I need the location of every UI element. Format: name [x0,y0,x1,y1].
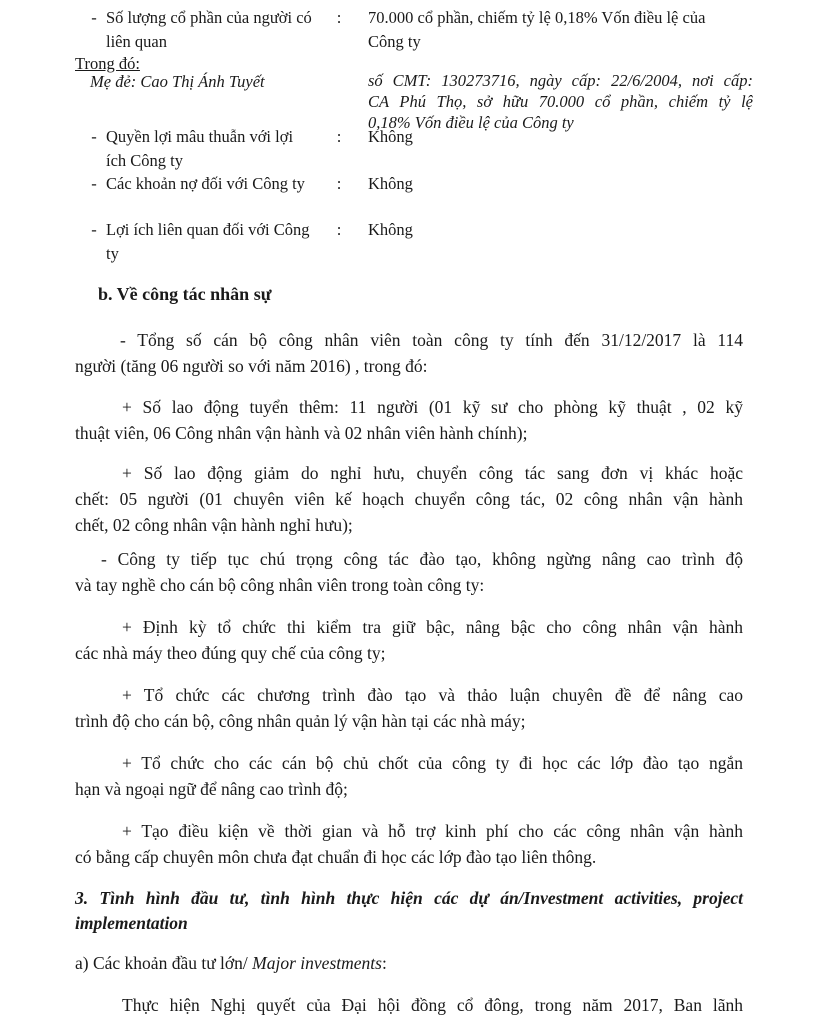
subsection-a-suffix: : [381,953,387,973]
paragraph-line: + Số lao động giảm do nghỉ hưu, chuyển công tác sang đơn vị khác hoặc [122,463,743,483]
row-dash: - [91,220,97,239]
paragraph-line: chết: 05 người (01 chuyên viên kế hoạch chuyển công tác, 02 công nhân vận hành [75,489,743,509]
row-label-line: Lợi ích liên quan đối với Công [106,220,310,239]
relative-detail-line: 0,18% Vốn điều lệ của Công ty [368,113,574,132]
paragraph-line: - Công ty tiếp tục chú trọng công tác đào tạo, không ngừng nâng cao trình độ [101,549,743,569]
row-value: Không [368,127,413,146]
subsection-a [75,950,743,976]
row-dash: - [91,127,97,146]
row-label-line: Các khoản nợ đối với Công ty [106,174,305,193]
row-dash: - [91,174,97,193]
row-label-line: ích Công ty [106,151,183,170]
paragraph-line: - Tổng số cán bộ công nhân viên toàn công ty tính đến 31/12/2017 là 114 [120,330,743,350]
paragraph [75,682,743,734]
row-dash: - [91,8,97,27]
row-value: Không [368,174,413,193]
row-label-line: liên quan [106,32,167,51]
row-label-line: ty [106,244,119,263]
paragraph-line: + Tổ chức cho các cán bộ chủ chốt của công ty đi học các lớp đào tạo ngắn [122,753,743,773]
paragraph-line: người (tăng 06 người so với năm 2016) , trong đó: [75,356,428,376]
row-value-line: 70.000 cổ phần, chiếm tỷ lệ 0,18% Vốn điều lệ của [368,8,706,27]
section-3-heading-line: 3. Tình hình đầu tư, tình hình thực hiện các dự án/Investment activities, project [75,888,743,908]
paragraph [75,750,743,802]
paragraph [75,614,743,666]
paragraph-line: + Số lao động tuyển thêm: 11 người (01 kỹ sư cho phòng kỹ thuật , 02 kỹ [122,397,743,417]
row-value: Không [368,220,413,239]
relative-detail-line: CA Phú Thọ, sở hữu 70.000 cổ phần, chiếm tỷ lệ [368,92,753,111]
paragraph-line: + Định kỳ tổ chức thi kiểm tra giữ bậc, nâng bậc cho công nhân vận hành [122,617,743,637]
paragraph-line: + Tạo điều kiện về thời gian và hỗ trợ kinh phí cho các công nhân vận hành [122,821,743,841]
row-colon: : [336,174,342,193]
paragraph-line: và tay nghề cho cán bộ công nhân viên trong toàn công ty: [75,575,485,595]
paragraph-line: trình độ cho cán bộ, công nhân quản lý vận hàn tại các nhà máy; [75,711,526,731]
row-colon: : [336,127,342,146]
paragraph [75,394,743,446]
section-b-heading: b. Về công tác nhân sự [98,284,272,304]
row-value-line: Công ty [368,32,421,51]
row-label [106,172,336,196]
paragraph-line: thuật viên, 06 Công nhân vận hành và 02 nhân viên hành chính); [75,423,528,443]
row-label [106,125,336,173]
paragraph-line: có bằng cấp chuyên môn chưa đạt chuẩn đi học các lớp đào tạo liên thông. [75,847,597,867]
paragraph [75,460,743,538]
subsection-a-english: Major investments [252,953,382,973]
paragraph-line: + Tổ chức các chương trình đào tạo và thảo luận chuyên đề để nâng cao [122,685,743,705]
paragraph [75,546,743,598]
section-3-heading-line: implementation [75,913,188,933]
paragraph [75,992,743,1018]
subsection-a-prefix: a) Các khoản đầu tư lớn/ [75,953,253,973]
trong-do-label: Trong đó: [75,54,140,73]
relative-name: Mẹ đẻ: Cao Thị Ánh Tuyết [90,72,265,91]
paragraph [75,818,743,870]
paragraph-line: Thực hiện Nghị quyết của Đại hội đồng cổ đông, trong năm 2017, Ban lãnh [122,995,743,1015]
paragraph-line: hạn và ngoại ngữ để nâng cao trình độ; [75,779,348,799]
row-value [368,6,753,54]
row-label-line: Quyền lợi mâu thuẫn với lợi [106,127,294,146]
row-label-line: Số lượng cổ phần của người có [106,8,312,27]
relative-detail-line: số CMT: 130273716, ngày cấp: 22/6/2004, nơi cấp: [368,71,753,90]
paragraph [75,327,743,379]
paragraph-line: chết, 02 công nhân vận hành nghỉ hưu); [75,515,353,535]
row-label [106,6,336,54]
row-colon: : [336,8,342,27]
relative-detail [368,70,753,133]
section-3-heading [75,886,743,936]
paragraph-line: các nhà máy theo đúng quy chế của công ty; [75,643,386,663]
row-colon: : [336,220,342,239]
row-label [106,218,336,266]
